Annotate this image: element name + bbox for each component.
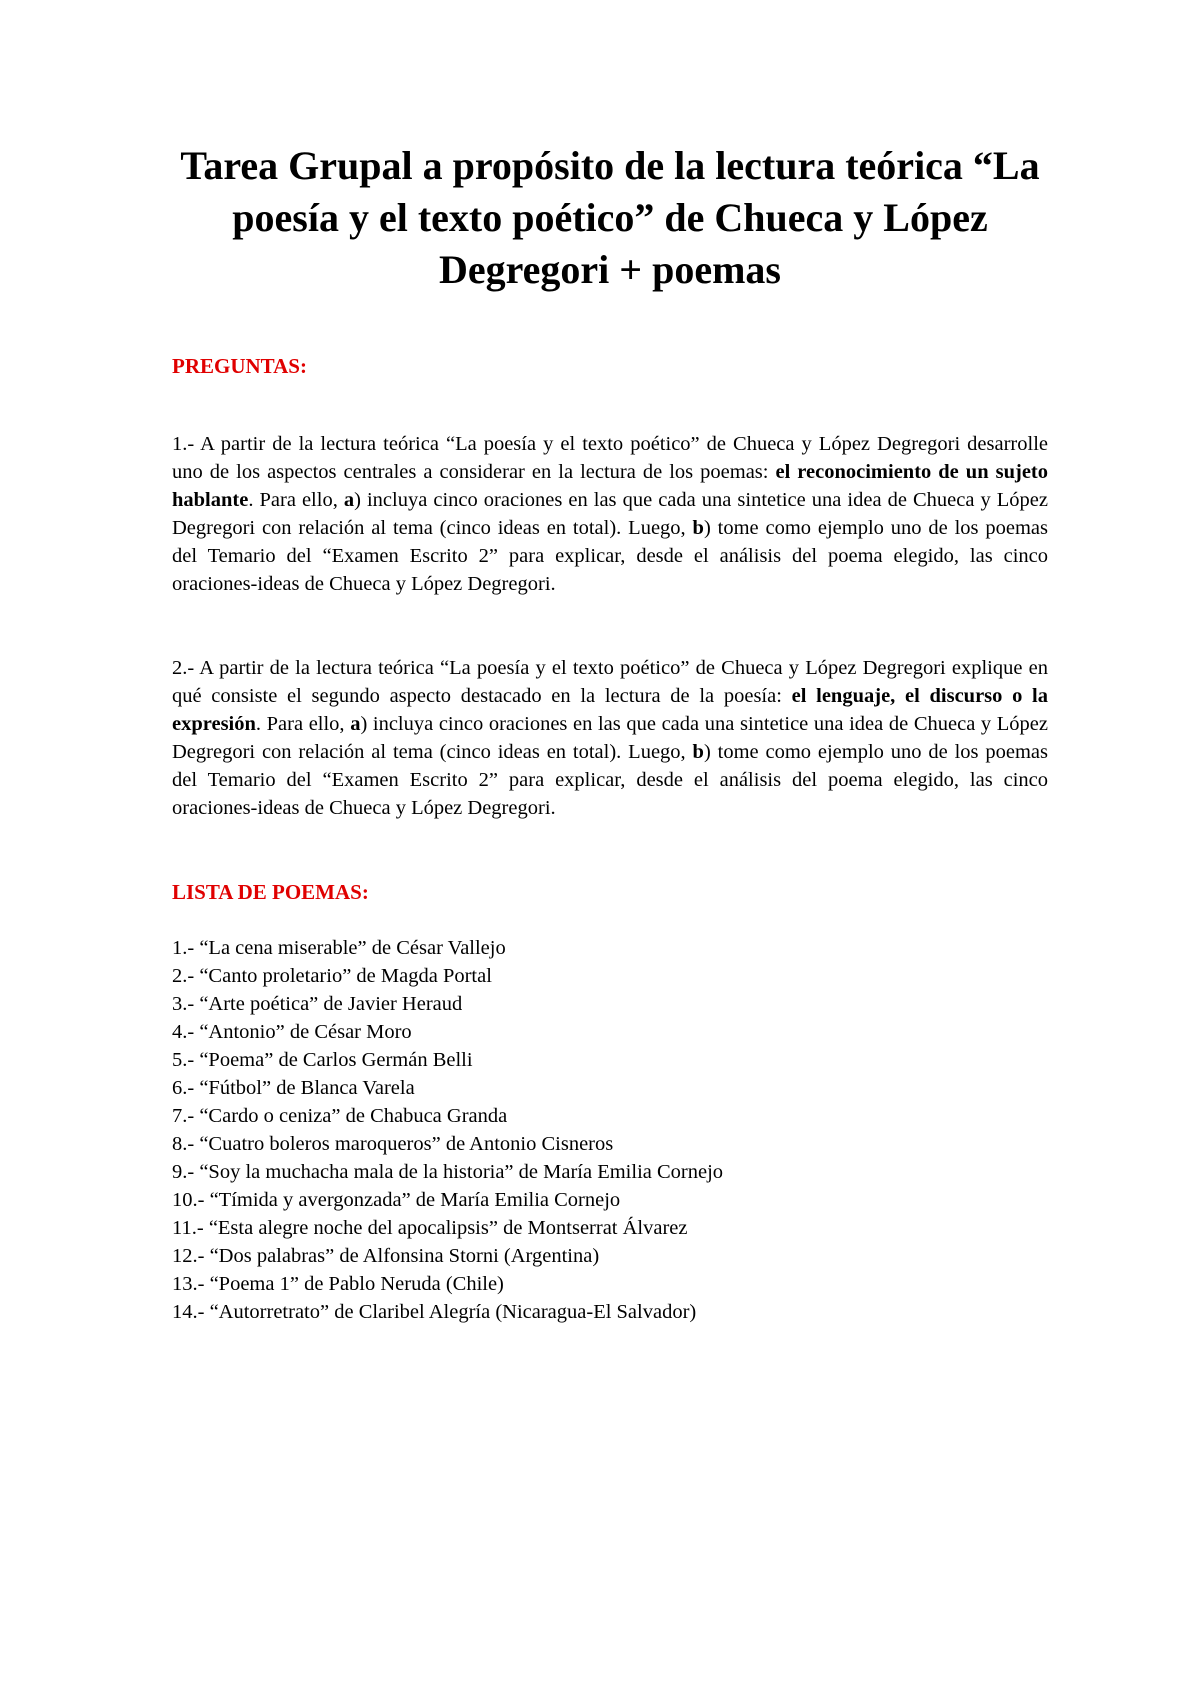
question-2-text-b: ) tome como ejemplo uno de los poemas del Temario del “Examen Escrito 2” para explicar, desde el análisis del poema elegido, las cinco oraciones-ideas de Chueca y López Degregori.	[172, 741, 1048, 819]
document-page	[172, 140, 1048, 1326]
list-item: 11.- “Esta alegre noche del apocalipsis” de Montserrat Álvarez	[172, 1217, 688, 1239]
question-1-marker-a: a	[343, 489, 355, 511]
list-item: 10.- “Tímida y avergonzada” de María Emilia Cornejo	[172, 1189, 621, 1211]
question-2-text-a1: . Para ello,	[255, 713, 351, 735]
list-item: 9.- “Soy la muchacha mala de la historia” de María Emilia Cornejo	[172, 1161, 724, 1183]
question-1-intro: 1.- A partir de la lectura teórica “La poesía y el texto poético” de Chueca y López Degregori desarrolle uno de los aspectos centrales a considerar en la lectura de los poemas:	[172, 433, 1048, 483]
poem-list	[172, 934, 1048, 1326]
list-item: 13.- “Poema 1” de Pablo Neruda (Chile)	[172, 1273, 504, 1295]
question-1	[172, 430, 1048, 598]
list-item: 6.- “Fútbol” de Blanca Varela	[172, 1077, 415, 1099]
questions-heading: PREGUNTAS:	[172, 354, 307, 378]
question-1-topic: el reconocimiento de un sujeto hablante	[172, 461, 1048, 511]
list-item: 1.- “La cena miserable” de César Vallejo	[172, 937, 506, 959]
question-1-text-a1: . Para ello,	[248, 489, 344, 511]
question-2	[172, 654, 1048, 822]
list-item: 14.- “Autorretrato” de Claribel Alegría (Nicaragua-El Salvador)	[172, 1301, 697, 1323]
list-item: 3.- “Arte poética” de Javier Heraud	[172, 993, 463, 1015]
question-2-marker-a: a	[350, 713, 361, 735]
list-item: 4.- “Antonio” de César Moro	[172, 1021, 412, 1043]
question-2-text-a2: ) incluya cinco oraciones en las que cada una sintetice una idea de Chueca y López Degregori con relación al tema (cinco ideas en total). Luego,	[172, 713, 1049, 763]
question-2-marker-b: b	[692, 741, 704, 763]
list-item: 5.- “Poema” de Carlos Germán Belli	[172, 1049, 473, 1071]
list-item: 2.- “Canto proletario” de Magda Portal	[172, 965, 492, 987]
question-1-text-b: ) tome como ejemplo uno de los poemas del Temario del “Examen Escrito 2” para explicar, desde el análisis del poema elegido, las cinco oraciones-ideas de Chueca y López Degregori.	[172, 517, 1048, 595]
question-2-topic: el lenguaje, el discurso o la expresión	[172, 685, 1048, 735]
question-1-text-a2: ) incluya cinco oraciones en las que cada una sintetice una idea de Chueca y López Degregori con relación al tema (cinco ideas en total). Luego,	[172, 489, 1048, 539]
poems-heading: LISTA DE POEMAS:	[172, 880, 369, 904]
list-item: 7.- “Cardo o ceniza” de Chabuca Granda	[172, 1105, 508, 1127]
question-1-marker-b: b	[692, 517, 704, 539]
question-2-intro: 2.- A partir de la lectura teórica “La poesía y el texto poético” de Chueca y López Degregori explique en qué consiste el segundo aspecto destacado en la lectura de la poesía:	[172, 657, 1048, 707]
document-title: Tarea Grupal a propósito de la lectura teórica “La poesía y el texto poético” de Chueca y López Degregori + poemas	[180, 143, 1040, 292]
list-item: 12.- “Dos palabras” de Alfonsina Storni (Argentina)	[172, 1245, 600, 1267]
list-item: 8.- “Cuatro boleros maroqueros” de Antonio Cisneros	[172, 1133, 614, 1155]
